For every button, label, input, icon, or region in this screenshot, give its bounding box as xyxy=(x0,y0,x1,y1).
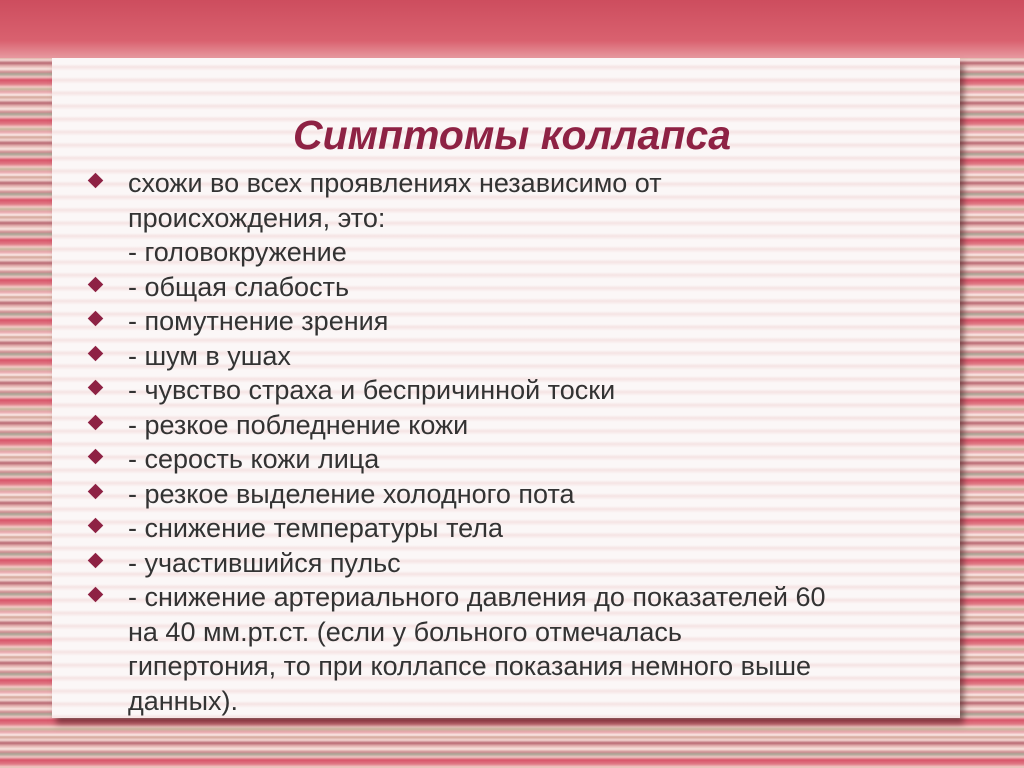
symptom-list xyxy=(80,166,940,718)
diamond-bullet-icon xyxy=(88,552,104,568)
diamond-bullet-icon xyxy=(88,587,104,603)
slide-title: Симптомы коллапса xyxy=(292,112,731,158)
list-item xyxy=(80,511,940,546)
list-item xyxy=(80,546,940,581)
list-item xyxy=(80,270,940,305)
list-item xyxy=(80,580,940,718)
list-item-text-line: - резкое побледнение кожи xyxy=(128,409,469,440)
list-item xyxy=(80,442,940,477)
list-item-text-line: данных). xyxy=(128,685,238,716)
top-decorative-band xyxy=(0,0,1024,58)
list-item-text-line: - резкое выделение холодного пота xyxy=(128,478,575,509)
list-item-text-line: - участившийся пульс xyxy=(128,547,401,578)
list-item-text-line: на 40 мм.рт.ст. (если у больного отмечалась xyxy=(128,616,682,647)
list-item-text-line: - помутнение зрения xyxy=(128,306,389,336)
list-item-text-line: - снижение температуры тела xyxy=(128,513,504,543)
diamond-bullet-icon xyxy=(88,449,104,465)
diamond-bullet-icon xyxy=(88,380,104,396)
diamond-bullet-icon xyxy=(88,518,104,534)
list-item-text-line: - серость кожи лица xyxy=(128,444,380,474)
list-item-text-line: - снижение артериального давления до показателей 60 xyxy=(128,582,826,612)
diamond-bullet-icon xyxy=(88,276,104,292)
diamond-bullet-icon xyxy=(88,345,104,361)
list-item-text-line: - головокружение xyxy=(128,237,347,267)
diamond-bullet-icon xyxy=(88,483,104,499)
list-item-text-line: - общая слабость xyxy=(128,271,350,302)
list-item-text-line: происхождения, это: xyxy=(128,202,386,233)
diamond-bullet-icon xyxy=(88,311,104,327)
list-item xyxy=(80,304,940,339)
list-item-text-line: гипертония, то при коллапсе показания немного выше xyxy=(128,651,812,681)
list-item-text-line: схожи во всех проявлениях независимо от xyxy=(128,168,662,198)
list-item xyxy=(80,166,940,270)
list-item xyxy=(80,339,940,374)
diamond-bullet-icon xyxy=(88,173,104,189)
list-item-text-line: - шум в ушах xyxy=(128,340,291,371)
list-item-text-line: - чувство страха и беспричинной тоски xyxy=(128,375,616,405)
diamond-bullet-icon xyxy=(88,414,104,430)
list-item xyxy=(80,477,940,512)
list-item xyxy=(80,408,940,443)
list-item xyxy=(80,373,940,408)
